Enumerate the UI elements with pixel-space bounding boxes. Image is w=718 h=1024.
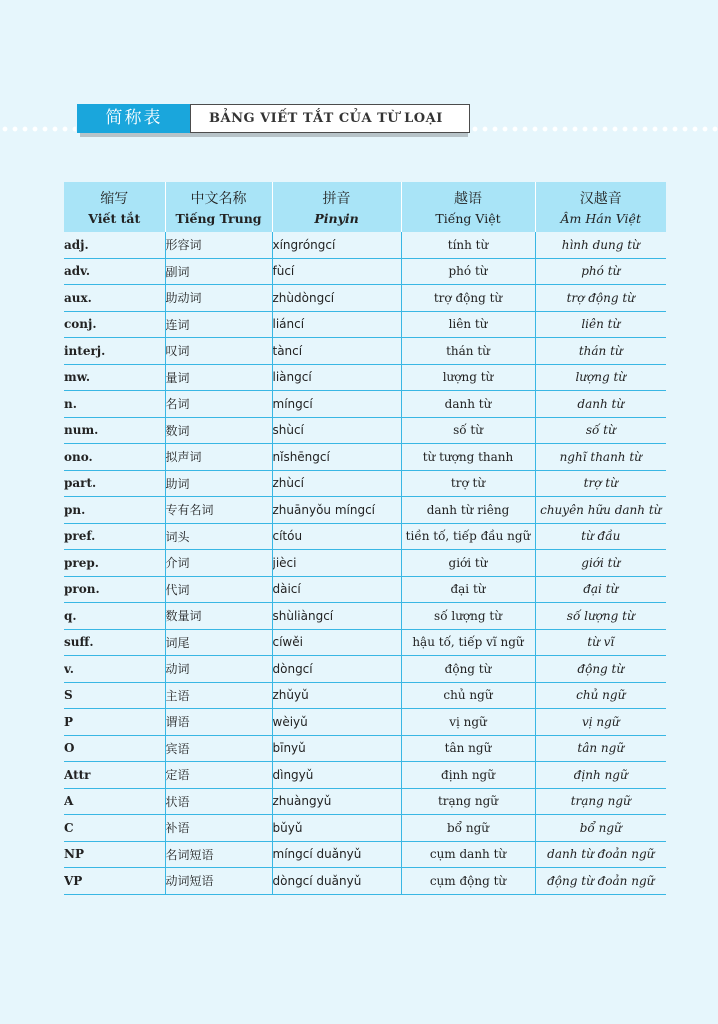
- title-chinese: 简称表: [77, 104, 191, 133]
- cell-abbreviation: adj.: [64, 232, 165, 258]
- cell-chinese: 主语: [165, 682, 272, 709]
- table-row: [64, 629, 666, 656]
- cell-abbreviation: NP: [64, 841, 165, 868]
- abbreviation-table: [64, 182, 666, 895]
- cell-vietnamese: trạng ngữ: [401, 788, 535, 815]
- header-cn: 缩写: [100, 191, 129, 207]
- table-row: [64, 709, 666, 736]
- cell-vietnamese: bổ ngữ: [401, 815, 535, 842]
- cell-sino-vietnamese: nghĩ thanh từ: [535, 444, 666, 471]
- cell-pinyin: bǔyǔ: [272, 815, 401, 842]
- cell-pinyin: míngcí: [272, 391, 401, 418]
- cell-vietnamese: trợ động từ: [401, 285, 535, 312]
- cell-chinese: 形容词: [165, 232, 272, 258]
- cell-vietnamese: vị ngữ: [401, 709, 535, 736]
- cell-abbreviation: q.: [64, 603, 165, 630]
- cell-chinese: 助词: [165, 470, 272, 497]
- cell-sino-vietnamese: thán từ: [535, 338, 666, 365]
- cell-abbreviation: part.: [64, 470, 165, 497]
- cell-pinyin: shùliàngcí: [272, 603, 401, 630]
- cell-chinese: 副词: [165, 258, 272, 285]
- cell-chinese: 谓语: [165, 709, 272, 736]
- cell-pinyin: liàngcí: [272, 364, 401, 391]
- cell-vietnamese: tân ngữ: [401, 735, 535, 762]
- table-row: [64, 391, 666, 418]
- cell-vietnamese: từ tượng thanh: [401, 444, 535, 471]
- cell-pinyin: bīnyǔ: [272, 735, 401, 762]
- table-header-row: [64, 182, 666, 232]
- cell-chinese: 动词: [165, 656, 272, 683]
- cell-abbreviation: prep.: [64, 550, 165, 577]
- cell-sino-vietnamese: liên từ: [535, 311, 666, 338]
- cell-chinese: 数词: [165, 417, 272, 444]
- cell-pinyin: zhùcí: [272, 470, 401, 497]
- header-chinese-name: [165, 182, 272, 232]
- cell-sino-vietnamese: định ngữ: [535, 762, 666, 789]
- table-row: [64, 576, 666, 603]
- header-cn: 汉越音: [579, 191, 622, 207]
- cell-vietnamese: tiền tố, tiếp đầu ngữ: [401, 523, 535, 550]
- cell-chinese: 代词: [165, 576, 272, 603]
- cell-vietnamese: danh từ riêng: [401, 497, 535, 524]
- cell-chinese: 助动词: [165, 285, 272, 312]
- cell-chinese: 连词: [165, 311, 272, 338]
- table-row: [64, 788, 666, 815]
- table-row: [64, 311, 666, 338]
- header-cn: 中文名称: [190, 191, 247, 207]
- table-row: [64, 762, 666, 789]
- cell-abbreviation: pref.: [64, 523, 165, 550]
- table-row: [64, 550, 666, 577]
- table-row: [64, 417, 666, 444]
- cell-abbreviation: suff.: [64, 629, 165, 656]
- cell-chinese: 名词: [165, 391, 272, 418]
- cell-pinyin: cítóu: [272, 523, 401, 550]
- cell-sino-vietnamese: trợ động từ: [535, 285, 666, 312]
- cell-pinyin: nǐshēngcí: [272, 444, 401, 471]
- header-abbreviation: [64, 182, 165, 232]
- cell-chinese: 介词: [165, 550, 272, 577]
- cell-abbreviation: pron.: [64, 576, 165, 603]
- cell-abbreviation: ono.: [64, 444, 165, 471]
- cell-sino-vietnamese: bổ ngữ: [535, 815, 666, 842]
- table-row: [64, 841, 666, 868]
- table-row: [64, 285, 666, 312]
- header-pinyin: [272, 182, 401, 232]
- cell-abbreviation: adv.: [64, 258, 165, 285]
- cell-vietnamese: thán từ: [401, 338, 535, 365]
- cell-sino-vietnamese: từ vĩ: [535, 629, 666, 656]
- table-row: [64, 868, 666, 895]
- cell-chinese: 叹词: [165, 338, 272, 365]
- cell-pinyin: dòngcí duǎnyǔ: [272, 868, 401, 895]
- cell-sino-vietnamese: động từ: [535, 656, 666, 683]
- cell-vietnamese: liên từ: [401, 311, 535, 338]
- cell-chinese: 动词短语: [165, 868, 272, 895]
- cell-chinese: 专有名词: [165, 497, 272, 524]
- cell-pinyin: fùcí: [272, 258, 401, 285]
- header-vi: Pinyin: [314, 211, 359, 226]
- cell-pinyin: zhuānyǒu míngcí: [272, 497, 401, 524]
- cell-vietnamese: giới từ: [401, 550, 535, 577]
- cell-sino-vietnamese: phó từ: [535, 258, 666, 285]
- table-row: [64, 815, 666, 842]
- cell-sino-vietnamese: hình dung từ: [535, 232, 666, 258]
- cell-vietnamese: chủ ngữ: [401, 682, 535, 709]
- cell-abbreviation: S: [64, 682, 165, 709]
- table-row: [64, 682, 666, 709]
- cell-abbreviation: A: [64, 788, 165, 815]
- header-vi: Viết tắt: [88, 211, 141, 226]
- cell-pinyin: cíwěi: [272, 629, 401, 656]
- cell-sino-vietnamese: lượng từ: [535, 364, 666, 391]
- cell-sino-vietnamese: từ đầu: [535, 523, 666, 550]
- cell-vietnamese: số từ: [401, 417, 535, 444]
- cell-vietnamese: định ngữ: [401, 762, 535, 789]
- cell-sino-vietnamese: danh từ đoản ngữ: [535, 841, 666, 868]
- cell-sino-vietnamese: chuyên hữu danh từ: [535, 497, 666, 524]
- cell-pinyin: xíngróngcí: [272, 232, 401, 258]
- header-cn: 越语: [454, 191, 482, 207]
- cell-pinyin: jièci: [272, 550, 401, 577]
- cell-pinyin: dìngyǔ: [272, 762, 401, 789]
- cell-abbreviation: P: [64, 709, 165, 736]
- cell-vietnamese: danh từ: [401, 391, 535, 418]
- cell-sino-vietnamese: vị ngữ: [535, 709, 666, 736]
- cell-pinyin: zhǔyǔ: [272, 682, 401, 709]
- cell-abbreviation: C: [64, 815, 165, 842]
- cell-pinyin: dàicí: [272, 576, 401, 603]
- table-row: [64, 232, 666, 258]
- cell-abbreviation: VP: [64, 868, 165, 895]
- cell-abbreviation: Attr: [64, 762, 165, 789]
- table-row: [64, 656, 666, 683]
- cell-sino-vietnamese: chủ ngữ: [535, 682, 666, 709]
- cell-abbreviation: aux.: [64, 285, 165, 312]
- cell-sino-vietnamese: số lượng từ: [535, 603, 666, 630]
- cell-pinyin: shùcí: [272, 417, 401, 444]
- cell-chinese: 数量词: [165, 603, 272, 630]
- cell-sino-vietnamese: trạng ngữ: [535, 788, 666, 815]
- table-row: [64, 470, 666, 497]
- cell-abbreviation: O: [64, 735, 165, 762]
- cell-pinyin: dòngcí: [272, 656, 401, 683]
- cell-abbreviation: mw.: [64, 364, 165, 391]
- cell-sino-vietnamese: trợ từ: [535, 470, 666, 497]
- cell-chinese: 宾语: [165, 735, 272, 762]
- table-row: [64, 497, 666, 524]
- cell-abbreviation: interj.: [64, 338, 165, 365]
- cell-chinese: 词头: [165, 523, 272, 550]
- header-vi: Tiếng Việt: [435, 211, 501, 226]
- cell-sino-vietnamese: đại từ: [535, 576, 666, 603]
- table-row: [64, 444, 666, 471]
- cell-vietnamese: lượng từ: [401, 364, 535, 391]
- header-cn: 拼音: [322, 191, 351, 207]
- cell-vietnamese: hậu tố, tiếp vĩ ngữ: [401, 629, 535, 656]
- cell-pinyin: míngcí duǎnyǔ: [272, 841, 401, 868]
- cell-abbreviation: v.: [64, 656, 165, 683]
- header-vi: Tiếng Trung: [175, 211, 262, 226]
- table-row: [64, 603, 666, 630]
- title-vietnamese: BẢNG VIẾT TẮT CỦA TỪ LOẠI: [190, 104, 470, 133]
- cell-vietnamese: số lượng từ: [401, 603, 535, 630]
- cell-vietnamese: đại từ: [401, 576, 535, 603]
- cell-abbreviation: pn.: [64, 497, 165, 524]
- header-sino-vietnamese: [535, 182, 666, 232]
- cell-sino-vietnamese: tân ngữ: [535, 735, 666, 762]
- cell-sino-vietnamese: số từ: [535, 417, 666, 444]
- cell-abbreviation: conj.: [64, 311, 165, 338]
- cell-pinyin: liáncí: [272, 311, 401, 338]
- cell-sino-vietnamese: danh từ: [535, 391, 666, 418]
- cell-vietnamese: phó từ: [401, 258, 535, 285]
- dotted-line-left: [0, 126, 76, 132]
- table-row: [64, 364, 666, 391]
- dotted-line-right: [470, 126, 718, 132]
- cell-pinyin: tàncí: [272, 338, 401, 365]
- cell-sino-vietnamese: giới từ: [535, 550, 666, 577]
- cell-chinese: 拟声词: [165, 444, 272, 471]
- cell-vietnamese: động từ: [401, 656, 535, 683]
- cell-abbreviation: num.: [64, 417, 165, 444]
- cell-pinyin: zhùdòngcí: [272, 285, 401, 312]
- cell-chinese: 词尾: [165, 629, 272, 656]
- cell-chinese: 名词短语: [165, 841, 272, 868]
- table-row: [64, 258, 666, 285]
- header-vietnamese: [401, 182, 535, 232]
- cell-pinyin: wèiyǔ: [272, 709, 401, 736]
- header-vi: Âm Hán Việt: [560, 211, 641, 226]
- cell-abbreviation: n.: [64, 391, 165, 418]
- table-row: [64, 338, 666, 365]
- cell-chinese: 量词: [165, 364, 272, 391]
- cell-vietnamese: trợ từ: [401, 470, 535, 497]
- cell-chinese: 定语: [165, 762, 272, 789]
- cell-sino-vietnamese: động từ đoản ngữ: [535, 868, 666, 895]
- table-row: [64, 735, 666, 762]
- cell-vietnamese: cụm danh từ: [401, 841, 535, 868]
- table-row: [64, 523, 666, 550]
- cell-pinyin: zhuàngyǔ: [272, 788, 401, 815]
- cell-vietnamese: tính từ: [401, 232, 535, 258]
- cell-chinese: 状语: [165, 788, 272, 815]
- table-body: [64, 232, 666, 894]
- cell-vietnamese: cụm động từ: [401, 868, 535, 895]
- cell-chinese: 补语: [165, 815, 272, 842]
